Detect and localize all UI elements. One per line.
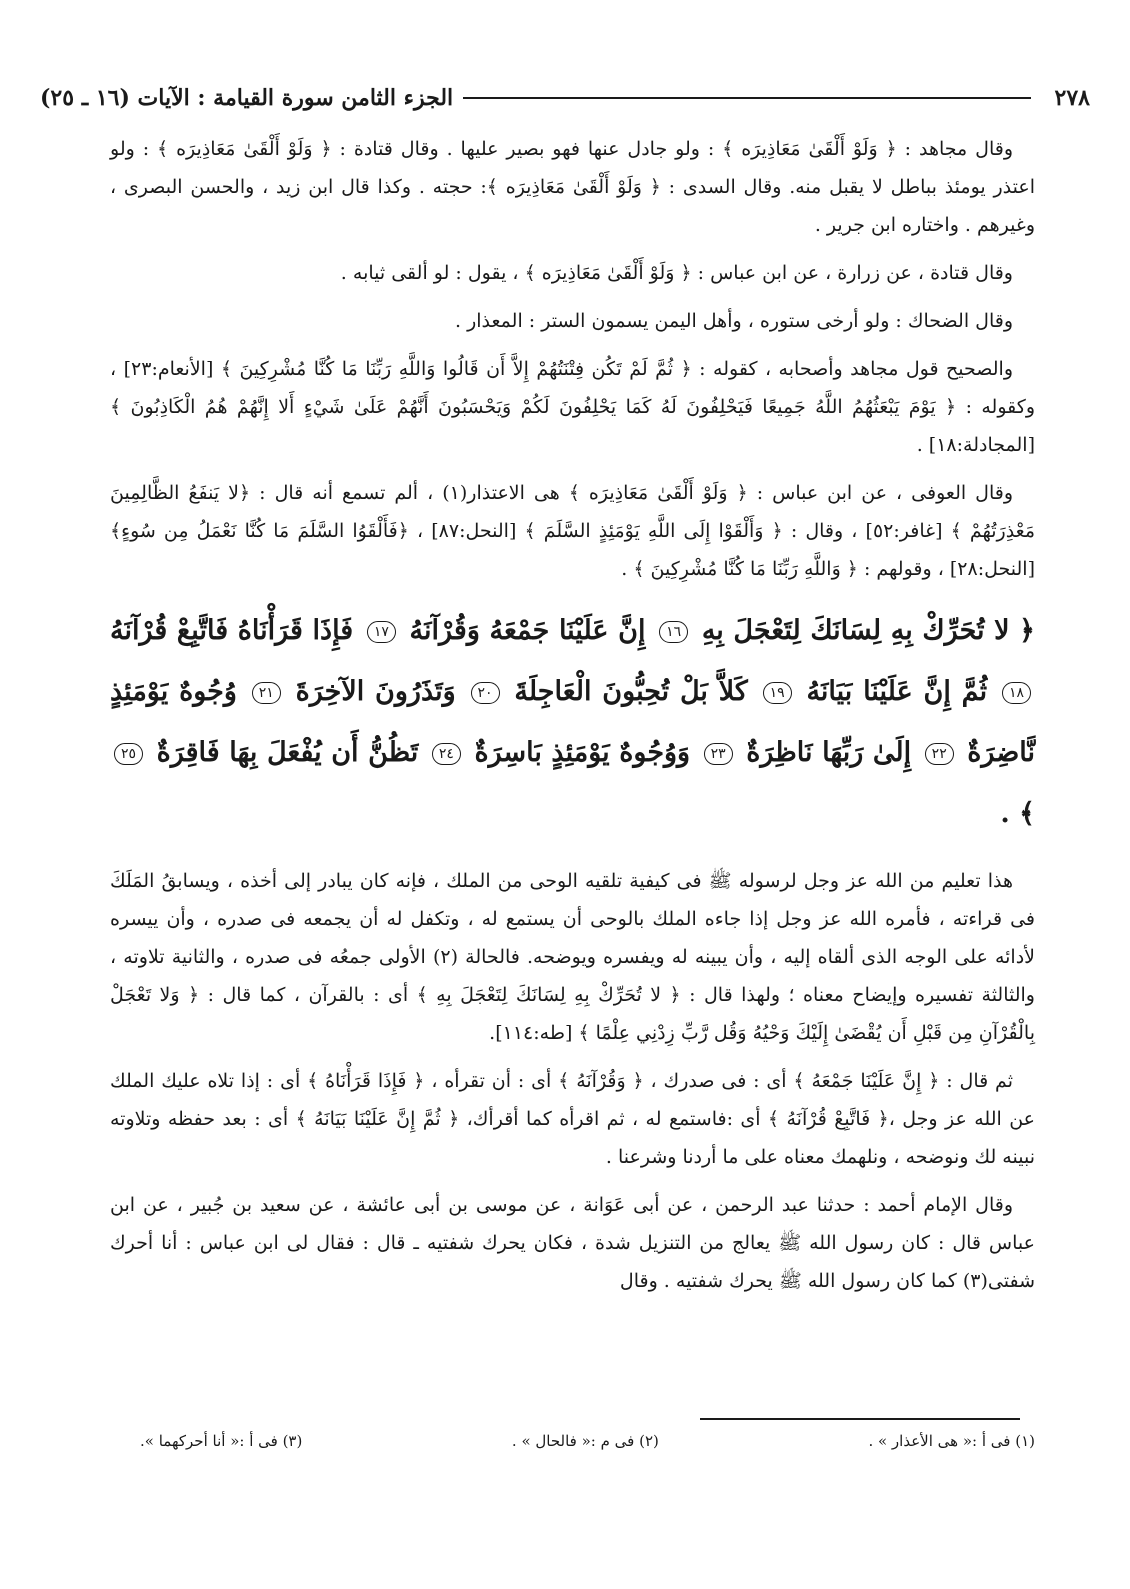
footnotes [140, 1432, 1035, 1450]
verse-text: إِلَىٰ رَبِّهَا نَاظِرَةٌ [746, 737, 912, 768]
page-body [110, 130, 1035, 1310]
running-header [40, 78, 1090, 118]
commentary-paragraph: هذا تعليم من الله عز وجل لرسوله ﷺ فى كيفية تلقيه الوحى من الملك ، فإنه كان يبادر إلى أخذه ، ويسابقُ المَلَكَ فى قراءته ، فأمره الله عز وجل إذا جاءه الملك بالوحى أن يستمع له ، وتكفل له أن يجمعه فى صدره ، وأن ييسره لأدائه على الوجه الذى ألقاه إليه ، وأن يبينه له ويفسره ويوضحه. فالحالة (٢) الأولى جمعُه فى صدره ، والثانية تلاوته ، والثالثة تفسيره وإيضاح معناه ؛ ولهذا قال : ﴿ لا تُحَرِّكْ بِهِ لِسَانَكَ لِتَعْجَلَ بِهِ ﴾ أى : بالقرآن ، كما قال : ﴿ وَلا تَعْجَلْ بِالْقُرْآنِ مِن قَبْلِ أَن يُقْضَىٰ إِلَيْكَ وَحْيُهُ وَقُل رَّبِّ زِدْنِي عِلْمًا ﴾ [طه:١١٤]. [110, 870, 1035, 1044]
quran-verses-block [110, 600, 1035, 844]
header-title: الجزء الثامن سورة القيامة : الآيات (١٦ ـ ٢٥) [40, 85, 454, 111]
verse-text: إِنَّ عَلَيْنَا جَمْعَهُ وَقُرْآنَهُ [409, 615, 646, 646]
footnote: (١) فى أ :« هى الأعذار » . [868, 1432, 1035, 1450]
paragraph: وقال مجاهد : ﴿ وَلَوْ أَلْقَىٰ مَعَاذِيرَه ﴾ : ولو جادل عنها فهو بصير عليها . وقال قتادة : ﴿ وَلَوْ أَلْقَىٰ مَعَاذِيرَه ﴾ : ولو اعتذر يومئذ بباطل لا يقبل منه. وقال السدى : ﴿ وَلَوْ أَلْقَىٰ مَعَاذِيرَه ﴾: حجته . وكذا قال ابن زيد ، والحسن البصرى ، وغيرهم . واختاره ابن جرير . [110, 138, 1035, 236]
verse-text: فَإِذَا قَرَأْنَاهُ فَاتَّبِعْ قُرْآنَهُ [110, 615, 354, 646]
page-number: ٢٧٨ [1054, 85, 1090, 111]
verse-text: كَلاَّ بَلْ تُحِبُّونَ الْعَاجِلَةَ [514, 676, 748, 707]
verse-number: ٢٥ [114, 743, 143, 765]
verse-number: ٢٣ [704, 743, 733, 765]
paragraph: وقال العوفى ، عن ابن عباس : ﴿ وَلَوْ أَلْقَىٰ مَعَاذِيرَه ﴾ هى الاعتذار(١) ، ألم تسمع أنه قال : ﴿لا يَنفَعُ الظَّالِمِينَ مَعْذِرَتُهُمْ ﴾ [غافر:٥٢] ، وقال : ﴿ وَأَلْقَوْا إِلَى اللَّهِ يَوْمَئِذٍ السَّلَمَ ﴾ [النحل:٨٧] ، ﴿فَأَلْقَوُا السَّلَمَ مَا كُنَّا نَعْمَلُ مِن سُوءٍ﴾ [النحل:٢٨] ، وقولهم : ﴿ وَاللَّهِ رَبِّنَا مَا كُنَّا مُشْرِكِينَ ﴾ . [110, 482, 1036, 580]
verse-text: وُجُوهٌ يَوْمَئِذٍ نَّاضِرَةٌ [110, 676, 1035, 768]
verse-number: ١٩ [763, 682, 792, 704]
verse-number: ١٨ [1002, 682, 1031, 704]
verse-text: ثُمَّ إِنَّ عَلَيْنَا بَيَانَهُ [806, 676, 988, 707]
verses-end: ﴾ . [1000, 798, 1035, 829]
header-rule [463, 97, 1030, 99]
commentary-paragraph: وقال الإمام أحمد : حدثنا عبد الرحمن ، عن أبى عَوَانة ، عن موسى بن أبى عائشة ، عن سعيد بن جُبير ، عن ابن عباس قال : كان رسول الله ﷺ يعالج من التنزيل شدة ، فكان يحرك شفتيه ـ قال : فقال لى ابن عباس : أنا أحرك شفتى(٣) كما كان رسول الله ﷺ يحرك شفتيه . وقال [110, 1194, 1035, 1292]
verse-number: ١٦ [659, 621, 688, 643]
verse-number: ٢٢ [925, 743, 954, 765]
verse-number: ٢٠ [471, 682, 500, 704]
footnote-rule [700, 1418, 1020, 1420]
verse-number: ١٧ [367, 621, 396, 643]
verse-number: ٢٤ [432, 743, 461, 765]
verse-text: وَوُجُوهٌ يَوْمَئِذٍ بَاسِرَةٌ [474, 737, 691, 768]
verse-text: تَظُنُّ أَن يُفْعَلَ بِهَا فَاقِرَةٌ [156, 737, 419, 768]
footnote: (٢) فى م :« فالحال » . [511, 1432, 659, 1450]
verse-number: ٢١ [252, 682, 281, 704]
verse-text: وَتَذَرُونَ الآخِرَةَ [295, 676, 456, 707]
verse-text: ﴿ لا تُحَرِّكْ بِهِ لِسَانَكَ لِتَعْجَلَ بِهِ [701, 615, 1035, 646]
paragraph: وقال قتادة ، عن زرارة ، عن ابن عباس : ﴿ وَلَوْ أَلْقَىٰ مَعَاذِيرَه ﴾ ، يقول : لو ألقى ثيابه . [340, 262, 1013, 284]
paragraph: والصحيح قول مجاهد وأصحابه ، كقوله : ﴿ ثُمَّ لَمْ تَكُن فِتْنَتُهُمْ إِلاَّ أَن قَالُوا وَاللَّهِ رَبِّنَا مَا كُنَّا مُشْرِكِينَ ﴾ [الأنعام:٢٣] ، وكقوله : ﴿ يَوْمَ يَبْعَثُهُمُ اللَّهُ جَمِيعًا فَيَحْلِفُونَ لَهُ كَمَا يَحْلِفُونَ لَكُمْ وَيَحْسَبُونَ أَنَّهُمْ عَلَىٰ شَيْءٍ أَلا إِنَّهُمْ هُمُ الْكَاذِبُونَ ﴾ [المجادلة:١٨] . [110, 358, 1035, 456]
paragraph: وقال الضحاك : ولو أرخى ستوره ، وأهل اليمن يسمون الستر : المعذار . [455, 310, 1013, 332]
footnote: (٣) فى أ :« أنا أحركهما ». [140, 1432, 303, 1450]
commentary-paragraph: ثم قال : ﴿ إِنَّ عَلَيْنَا جَمْعَهُ ﴾ أى : فى صدرك ، ﴿ وَقُرْآنَهُ ﴾ أى : أن تقرأه ، ﴿ فَإِذَا قَرَأْنَاهُ ﴾ أى : إذا تلاه عليك الملك عن الله عز وجل ،﴿ فَاتَّبِعْ قُرْآنَهُ ﴾ أى :فاستمع له ، ثم اقرأه كما أقرأك، ﴿ ثُمَّ إِنَّ عَلَيْنَا بَيَانَهُ ﴾ أى : بعد حفظه وتلاوته نبينه لك ونوضحه ، ونلهمك معناه على ما أردنا وشرعنا . [110, 1070, 1035, 1168]
